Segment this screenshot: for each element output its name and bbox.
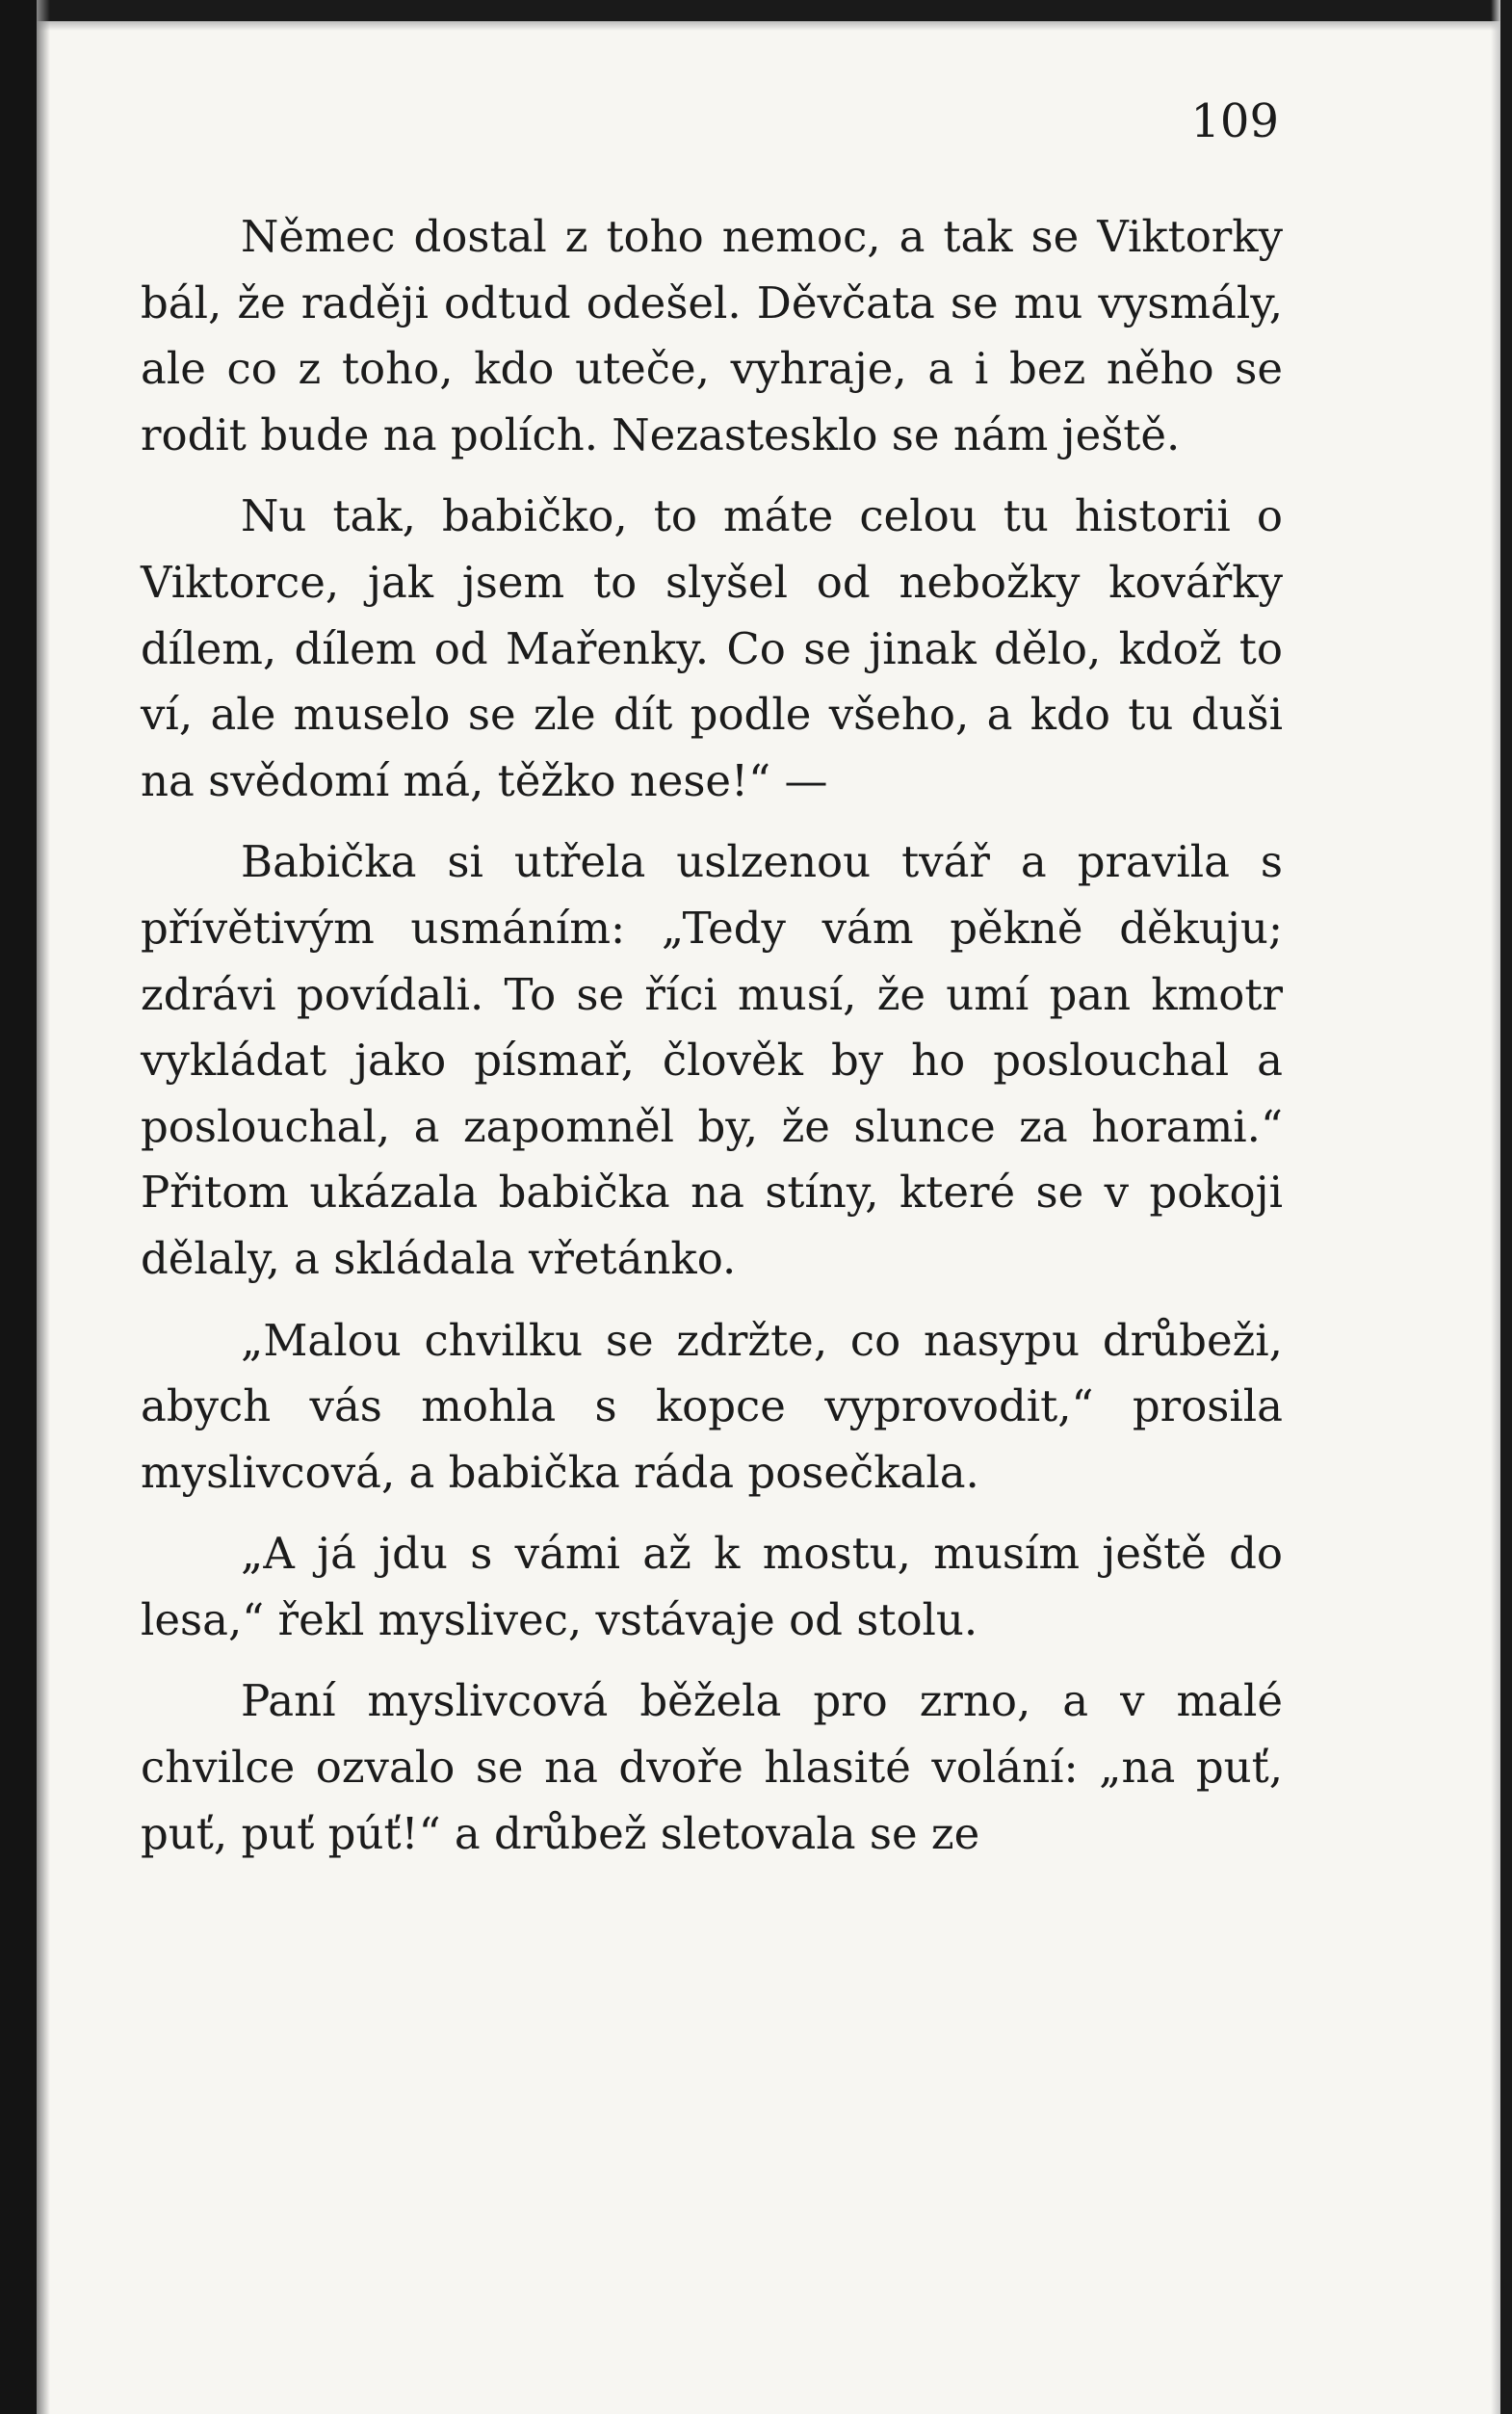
page-number: 109 <box>1190 94 1279 148</box>
scan-binding-edge <box>0 0 37 2414</box>
paragraph: Němec dostal z toho nemoc, a tak se Viktorky bál, že raději odtud odešel. Děvčata se mu vysmály, ale co z toho, kdo uteče, vyhraje, a i bez něho se rodit bude na polích. Nezastesklo se nám ještě. <box>141 211 1283 460</box>
paragraph: Paní myslivcová běžela pro zrno, a v malé chvilce ozvalo se na dvoře hlasité volání: „na puť, puť, puť púť!“ a drůbež sletovala se ze <box>141 1675 1283 1859</box>
paragraph: Nu tak, babičko, to máte celou tu historii o Viktorce, jak jsem to slyšel od nebožky kovářky dílem, dílem od Mařenky. Co se jinak dělo, kdož to ví, ale muselo se zle dít podle všeho, a kdo tu duši na svědomí má, těžko nese!“ — <box>141 490 1283 806</box>
paragraph: „A já jdu s vámi až k mostu, musím ještě do lesa,“ řekl myslivec, vstávaje od stolu. <box>141 1528 1283 1645</box>
paragraph: „Malou chvilku se zdržte, co nasypu drůbeži, abych vás mohla s kopce vyprovodit,“ prosila myslivcová, a babička ráda posečkala. <box>141 1314 1283 1498</box>
body-text <box>141 204 1283 1882</box>
scan-binding-shadow <box>37 0 50 2414</box>
scan-right-shadow <box>1491 0 1500 2414</box>
paragraph: Babička si utřela uslzenou tvář a pravila s přívětivým usmáním: „Tedy vám pěkně děkuju; zdrávi povídali. To se říci musí, že umí pan kmotr vykládat jako písmař, člověk by ho poslouchal a poslouchal, a zapomněl by, že slunce za horami.“ Přitom ukázala babička na stíny, které se v pokoji dělaly, a skládala vřetánko. <box>141 836 1283 1284</box>
scan-top-shadow <box>0 21 1512 31</box>
scan-right-edge <box>1500 0 1512 2414</box>
scan-top-edge <box>0 0 1512 21</box>
